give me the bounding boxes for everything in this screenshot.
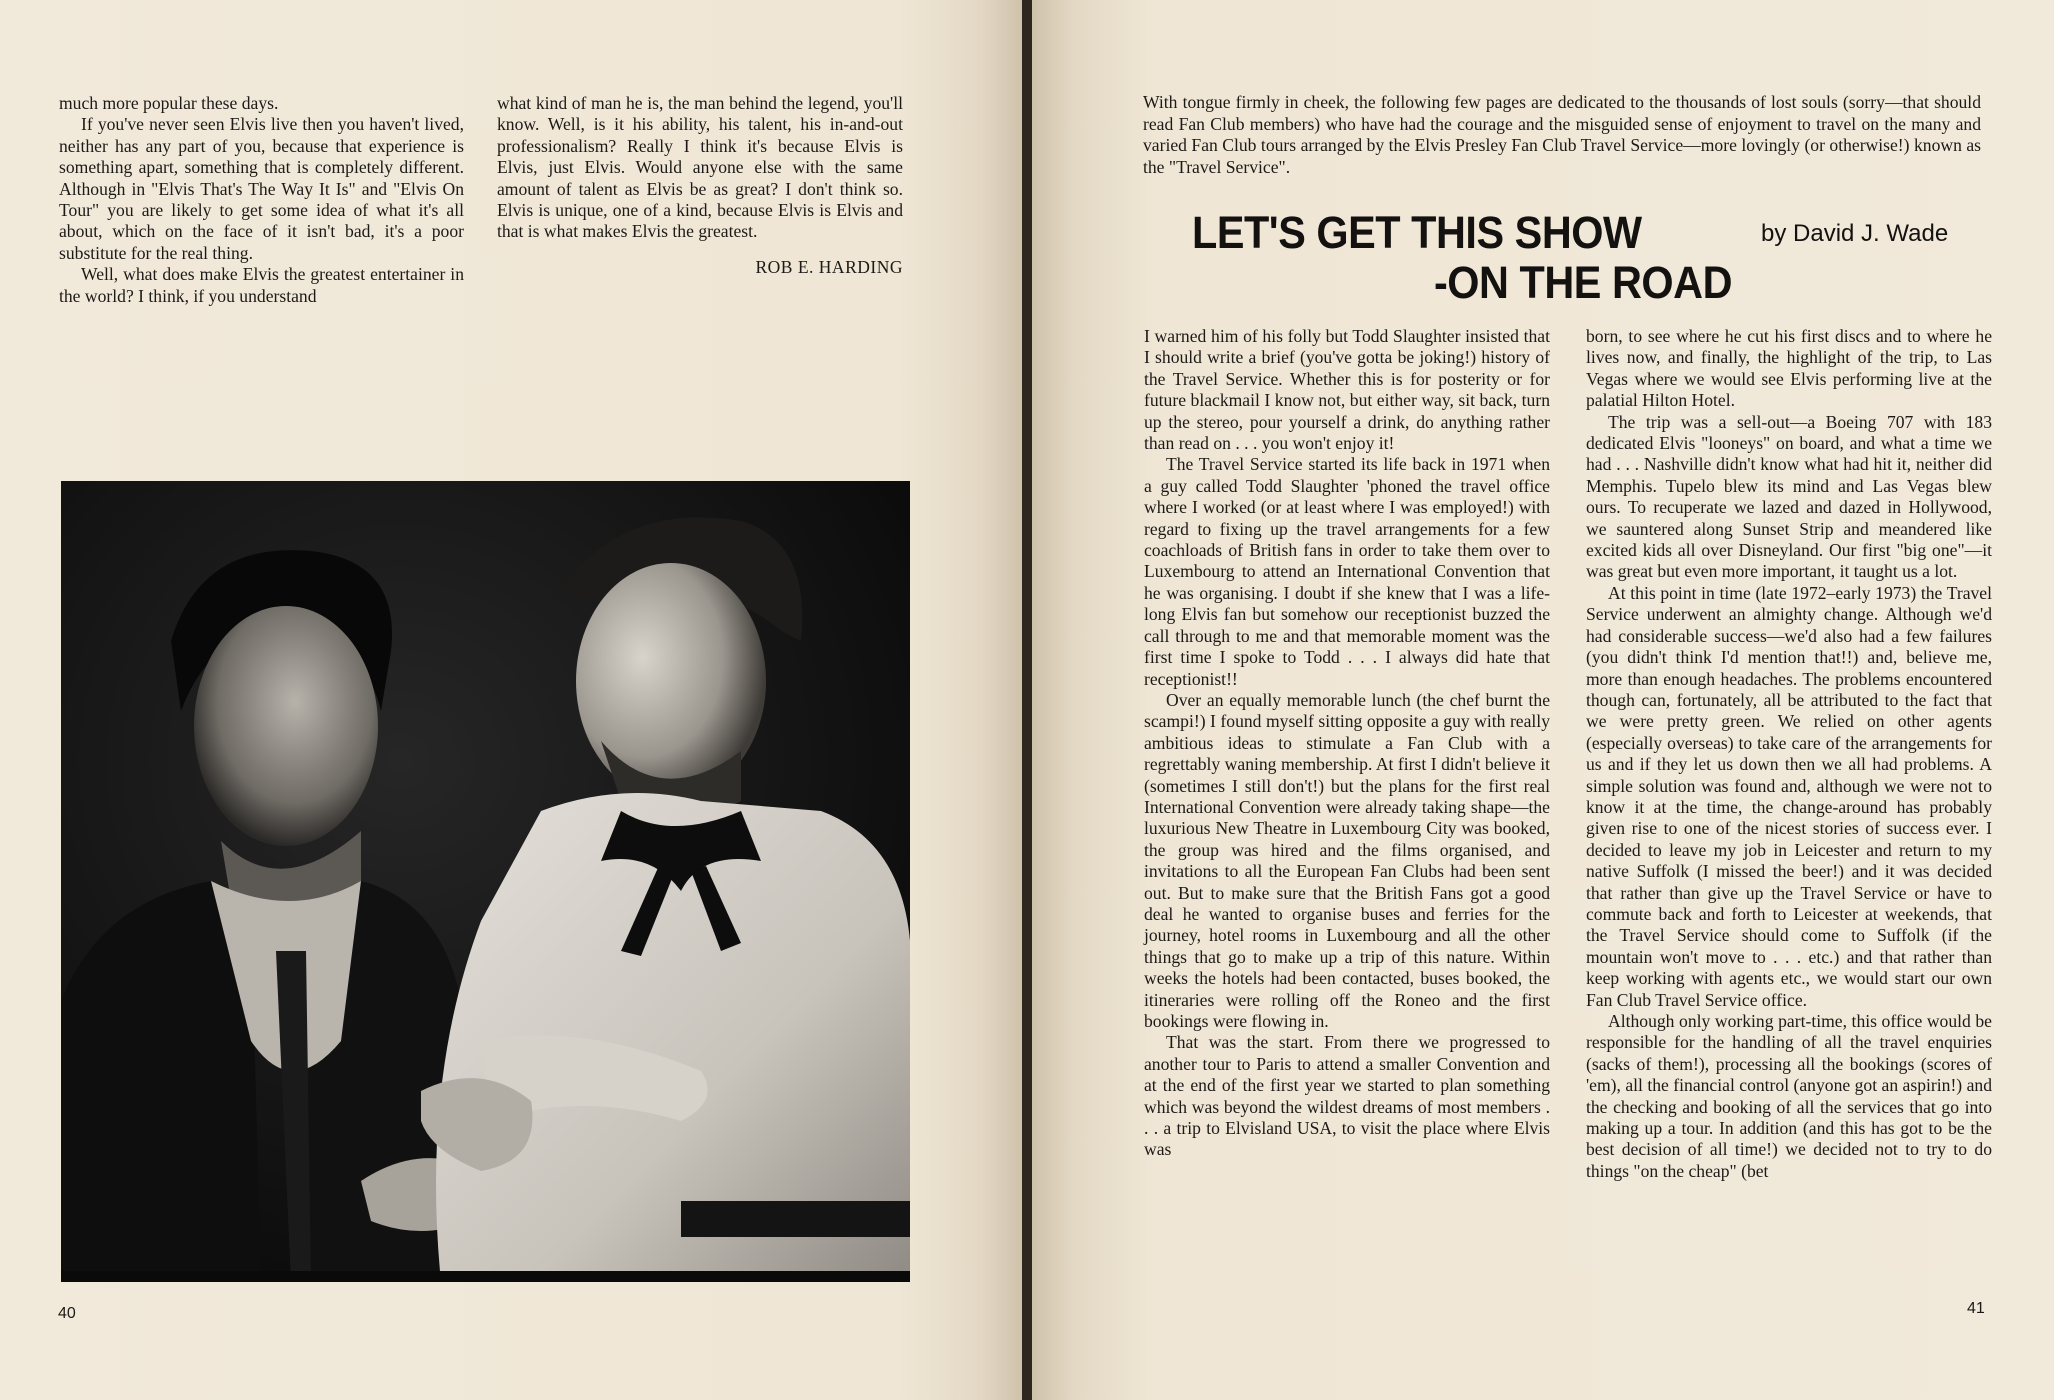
paragraph: much more popular these days. bbox=[59, 93, 279, 113]
headline-line-2: -ON THE ROAD bbox=[1433, 257, 1733, 308]
paragraph: Although only working part-time, this office would be responsible for the handling of all the travel enquiries (sacks of them!), processing all the bookings (scores of 'em), all the financial control (anyone got an aspirin!) and the checking and booking of all the services that go into making up a tour. In addition (and this has got to be the best decision of all time!) we decided not to try to do things "on the cheap" (bet bbox=[1586, 1011, 1992, 1181]
paragraph: Well, what does make Elvis the greatest entertainer in the world? I think, if you understand bbox=[59, 264, 464, 306]
author-credit: ROB E. HARDING bbox=[755, 256, 903, 277]
paragraph: I warned him of his folly but Todd Slaughter insisted that I should write a brief (you've gotta be joking!) history of the Travel Service. Whether this is for posterity or for future blackmail I know not, but either way, sit back, turn up the stereo, pour yourself a drink, do anything rather than read on . . . you won't enjoy it! bbox=[1144, 326, 1550, 454]
left-column-2 bbox=[497, 93, 903, 278]
paragraph: born, to see where he cut his first discs and to where he lives now, and finally, the highlight of the trip, to Las Vegas where we would see Elvis performing live at the palatial Hilton Hotel. bbox=[1586, 326, 1992, 411]
paragraph: At this point in time (late 1972–early 1973) the Travel Service underwent an almighty change. Although we'd had considerable success—we'd also had a few failures (you didn't think I'd mention that!!) and, believe me, more than enough headaches. The problems encountered though can, fortunately, all be attributed to the fact that we were pretty green. We relied on other agents (especially overseas) to take care of the arrangements for us and if they let us down then we all had problems. A simple solution was found and, although we were not to know it at the time, the change-around has probably given rise to one of the nicest stories of success ever. I decided to leave my job in Leicester and return to my native Suffolk (I missed the beer!) and it was decided that rather than give up the Travel Service or have to commute back and forth to Leicester at weekends, that the Travel Service should come to Suffolk (if the mountain won't move to . . . etc.) and that rather than keep working with agents etc., we would start our own Fan Club Travel Service office. bbox=[1586, 582, 1992, 1010]
paragraph: If you've never seen Elvis live then you haven't lived, neither has any part of you, because that experience is something apart, something that is completely different. Although in "Elvis That's The Way It Is" and "Elvis On Tour" you are likely to get some idea of what it's all about, which on the face of it isn't bad, it's a poor substitute for the real thing. bbox=[59, 114, 464, 263]
paragraph: Over an equally memorable lunch (the chef burnt the scampi!) I found myself sitting opposite a guy with really ambitious ideas to stimulate a Fan Club with a regrettably waning membership. At first I didn't believe it (sometimes I still don't!) but the plans for the first real International Convention were already taking shape—the luxurious New Theatre in Luxembourg City was booked, the group was hired and the films organised, and invitations to all the European Fan Clubs had been sent out. But to make sure that the British Fans got a good deal he wanted to organise buses and ferries for the journey, hotel rooms in Luxembourg and all the other things that go to make up a trip of this nature. Within weeks the hotels had been contacted, buses booked, the itineraries were rolling off the Roneo and the first bookings were flowing in. bbox=[1144, 689, 1550, 1031]
page-number: 41 bbox=[1967, 1300, 1985, 1317]
paragraph: The trip was a sell-out—a Boeing 707 with 183 dedicated Elvis "looneys" on board, and what a time we had . . . Nashville didn't know what had hit it, neither did Memphis. Tupelo blew its mind and Las Vegas blew ours. To recuperate we lazed and dazed in Hollywood, we sauntered along Sunset Strip and meandered like excited kids all over Disneyland. Our first "big one"—it was great but even more important, it taught us a lot. bbox=[1586, 411, 1992, 582]
paragraph: The Travel Service started its life back in 1971 when a guy called Todd Slaughter 'phoned the travel office where I worked (or at least where I was employed!) with regard to fixing up the travel arrangements for a few coachloads of British fans in order to take them over to Luxembourg to attend an International Convention that he was organising. I doubt if she knew that I was a life-long Elvis fan but somehow our receptionist buzzed the call through to me and that memorable moment was the first time I spoke to Todd . . . I always did hate that receptionist!! bbox=[1144, 454, 1550, 689]
left-page bbox=[0, 0, 1022, 1400]
right-page bbox=[1032, 0, 2054, 1400]
article-intro: With tongue firmly in cheek, the following few pages are dedicated to the thousands of lost souls (sorry—that should read Fan Club members) who have had the courage and the misguided sense of enjoyment to travel on the many and varied Fan Club tours arranged by the Elvis Presley Fan Club Travel Service—more lovingly (or otherwise!) known as the "Travel Service". bbox=[1143, 92, 1981, 177]
article-headline bbox=[1192, 208, 1732, 308]
article-byline: by David J. Wade bbox=[1761, 220, 1949, 247]
right-column-2 bbox=[1586, 326, 1992, 1182]
page-number: 40 bbox=[58, 1305, 76, 1322]
spread-gutter bbox=[1022, 0, 1032, 1400]
right-column-1 bbox=[1144, 326, 1550, 1161]
photograph-elvis-and-companion bbox=[61, 481, 910, 1282]
paragraph: what kind of man he is, the man behind the legend, you'll know. Well, is it his ability, his talent, his in-and-out professionalism? Really I think it's because Elvis is Elvis, just Elvis. Would anyone else with the same amount of talent as Elvis be as great? I don't think so. Elvis is unique, one of a kind, because Elvis is Elvis and that is what makes Elvis the greatest. bbox=[497, 93, 903, 242]
left-column-1 bbox=[59, 93, 464, 307]
headline-line-1: LET'S GET THIS SHOW bbox=[1192, 207, 1642, 258]
paragraph: That was the start. From there we progressed to another tour to Paris to attend a smaller Convention and at the end of the first year we started to plan something which was beyond the wildest dreams of most members . . . a trip to Elvisland USA, to visit the place where Elvis was bbox=[1144, 1032, 1550, 1160]
